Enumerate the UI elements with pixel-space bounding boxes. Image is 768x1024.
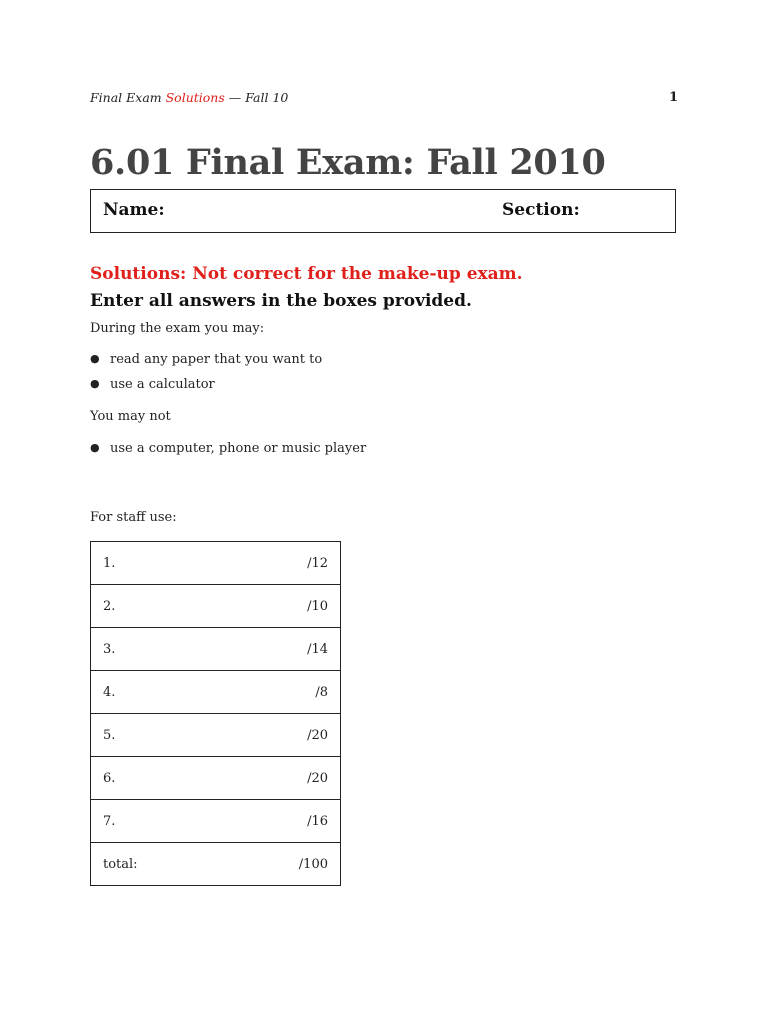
instructions-heading: Enter all answers in the boxes provided. xyxy=(90,291,472,311)
table-row xyxy=(91,628,341,671)
question-points: /16 xyxy=(221,800,340,843)
bullet-icon: ● xyxy=(90,352,100,365)
list-item-text: read any paper that you want to xyxy=(110,352,323,367)
table-row xyxy=(91,671,341,714)
question-points: /20 xyxy=(221,757,340,800)
question-number: 7. xyxy=(91,800,222,843)
list-item xyxy=(90,441,366,456)
running-header-suffix: — Fall 10 xyxy=(224,90,289,105)
list-item xyxy=(90,377,215,392)
list-item-text: use a computer, phone or music player xyxy=(110,441,367,456)
running-header-prefix: Final Exam xyxy=(90,90,166,105)
table-row xyxy=(91,714,341,757)
question-points: /12 xyxy=(221,542,340,585)
list-item-text: use a calculator xyxy=(110,377,215,392)
bullet-icon: ● xyxy=(90,377,100,390)
section-label: Section: xyxy=(502,200,580,220)
question-number: 6. xyxy=(91,757,222,800)
solutions-note: Solutions: Not correct for the make-up exam. xyxy=(90,264,523,284)
running-header-solutions: Solutions xyxy=(165,90,225,105)
may-intro: During the exam you may: xyxy=(90,321,265,336)
name-label: Name: xyxy=(103,200,165,220)
bullet-icon: ● xyxy=(90,441,100,454)
question-points: /20 xyxy=(221,714,340,757)
question-points: /14 xyxy=(221,628,340,671)
total-label: total: xyxy=(91,843,222,886)
question-points: /10 xyxy=(221,585,340,628)
page-number: 1 xyxy=(668,90,678,105)
question-number: 3. xyxy=(91,628,222,671)
running-header xyxy=(90,90,678,105)
total-row xyxy=(91,843,341,886)
table-row xyxy=(91,757,341,800)
table-row xyxy=(91,585,341,628)
list-item xyxy=(90,352,322,367)
page-title: 6.01 Final Exam: Fall 2010 xyxy=(90,142,606,183)
question-number: 4. xyxy=(91,671,222,714)
name-section-box xyxy=(90,189,676,233)
score-table xyxy=(90,541,341,886)
question-number: 2. xyxy=(91,585,222,628)
table-row xyxy=(91,800,341,843)
total-points: /100 xyxy=(221,843,340,886)
question-points: /8 xyxy=(221,671,340,714)
question-number: 1. xyxy=(91,542,222,585)
staff-use-label: For staff use: xyxy=(90,510,177,525)
question-number: 5. xyxy=(91,714,222,757)
table-row xyxy=(91,542,341,585)
may-not-intro: You may not xyxy=(90,409,171,424)
